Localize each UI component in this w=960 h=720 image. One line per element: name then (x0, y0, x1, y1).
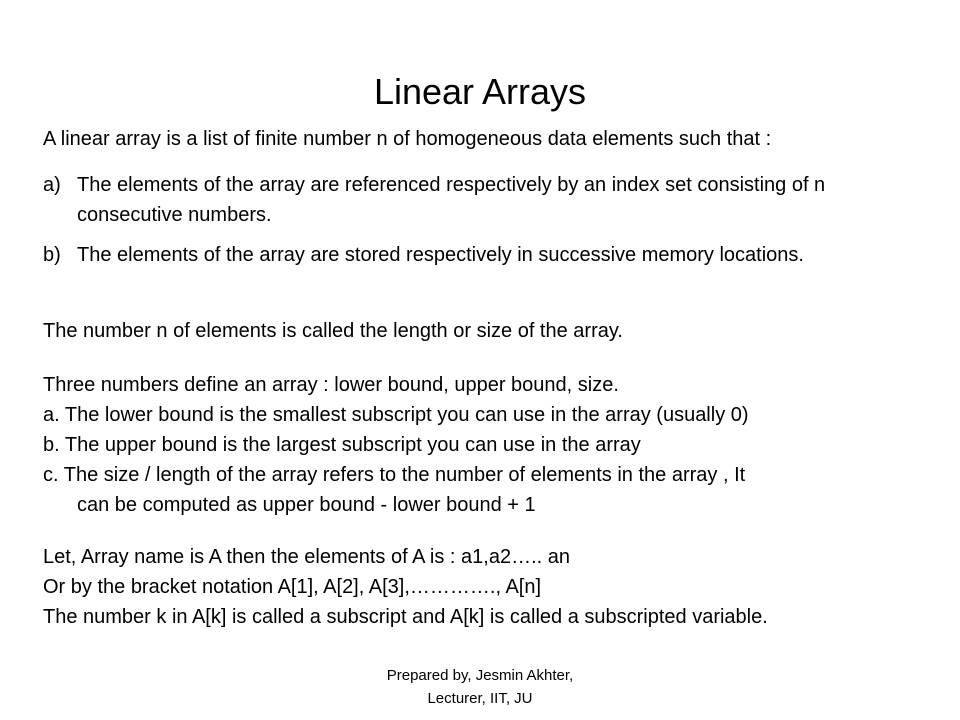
size-definition-line2: can be computed as upper bound - lower bound + 1 (77, 494, 536, 516)
upper-bound-line: b. The upper bound is the largest subscript you can use in the array (43, 434, 641, 456)
bracket-notation-line: Or by the bracket notation A[1], A[2], A[3],…………., A[n] (43, 576, 542, 598)
intro-paragraph: A linear array is a list of finite number n of homogeneous data elements such that : (43, 128, 772, 150)
list-item-b (43, 240, 923, 300)
footer-line2: Lecturer, IIT, JU (427, 690, 533, 707)
slide-title: Linear Arrays (373, 71, 587, 112)
list-marker: b) (43, 244, 61, 266)
three-numbers-line: Three numbers define an array : lower bound, upper bound, size. (43, 374, 619, 396)
size-definition (43, 460, 745, 520)
lower-bound-line: a. The lower bound is the smallest subscript you can use in the array (usually 0) (43, 404, 749, 426)
length-definition: The number n of elements is called the length or size of the array. (43, 320, 623, 342)
subscript-line: The number k in A[k] is called a subscript and A[k] is called a subscripted variable. (43, 606, 768, 628)
array-elements-line: Let, Array name is A then the elements of A is : a1,a2….. an (43, 546, 570, 568)
footer-line1: Prepared by, Jesmin Akhter, (386, 667, 574, 684)
size-definition-line1: c. The size / length of the array refers to the number of elements in the array , It (43, 464, 746, 486)
list-item-text: The elements of the array are referenced respectively by an index set consisting of n consecutive numbers. (77, 174, 826, 226)
list-item-text: The elements of the array are stored respectively in successive memory locations. (77, 244, 804, 266)
list-marker: a) (43, 174, 61, 196)
footer-credit (330, 664, 630, 710)
list-item-a (43, 170, 923, 230)
